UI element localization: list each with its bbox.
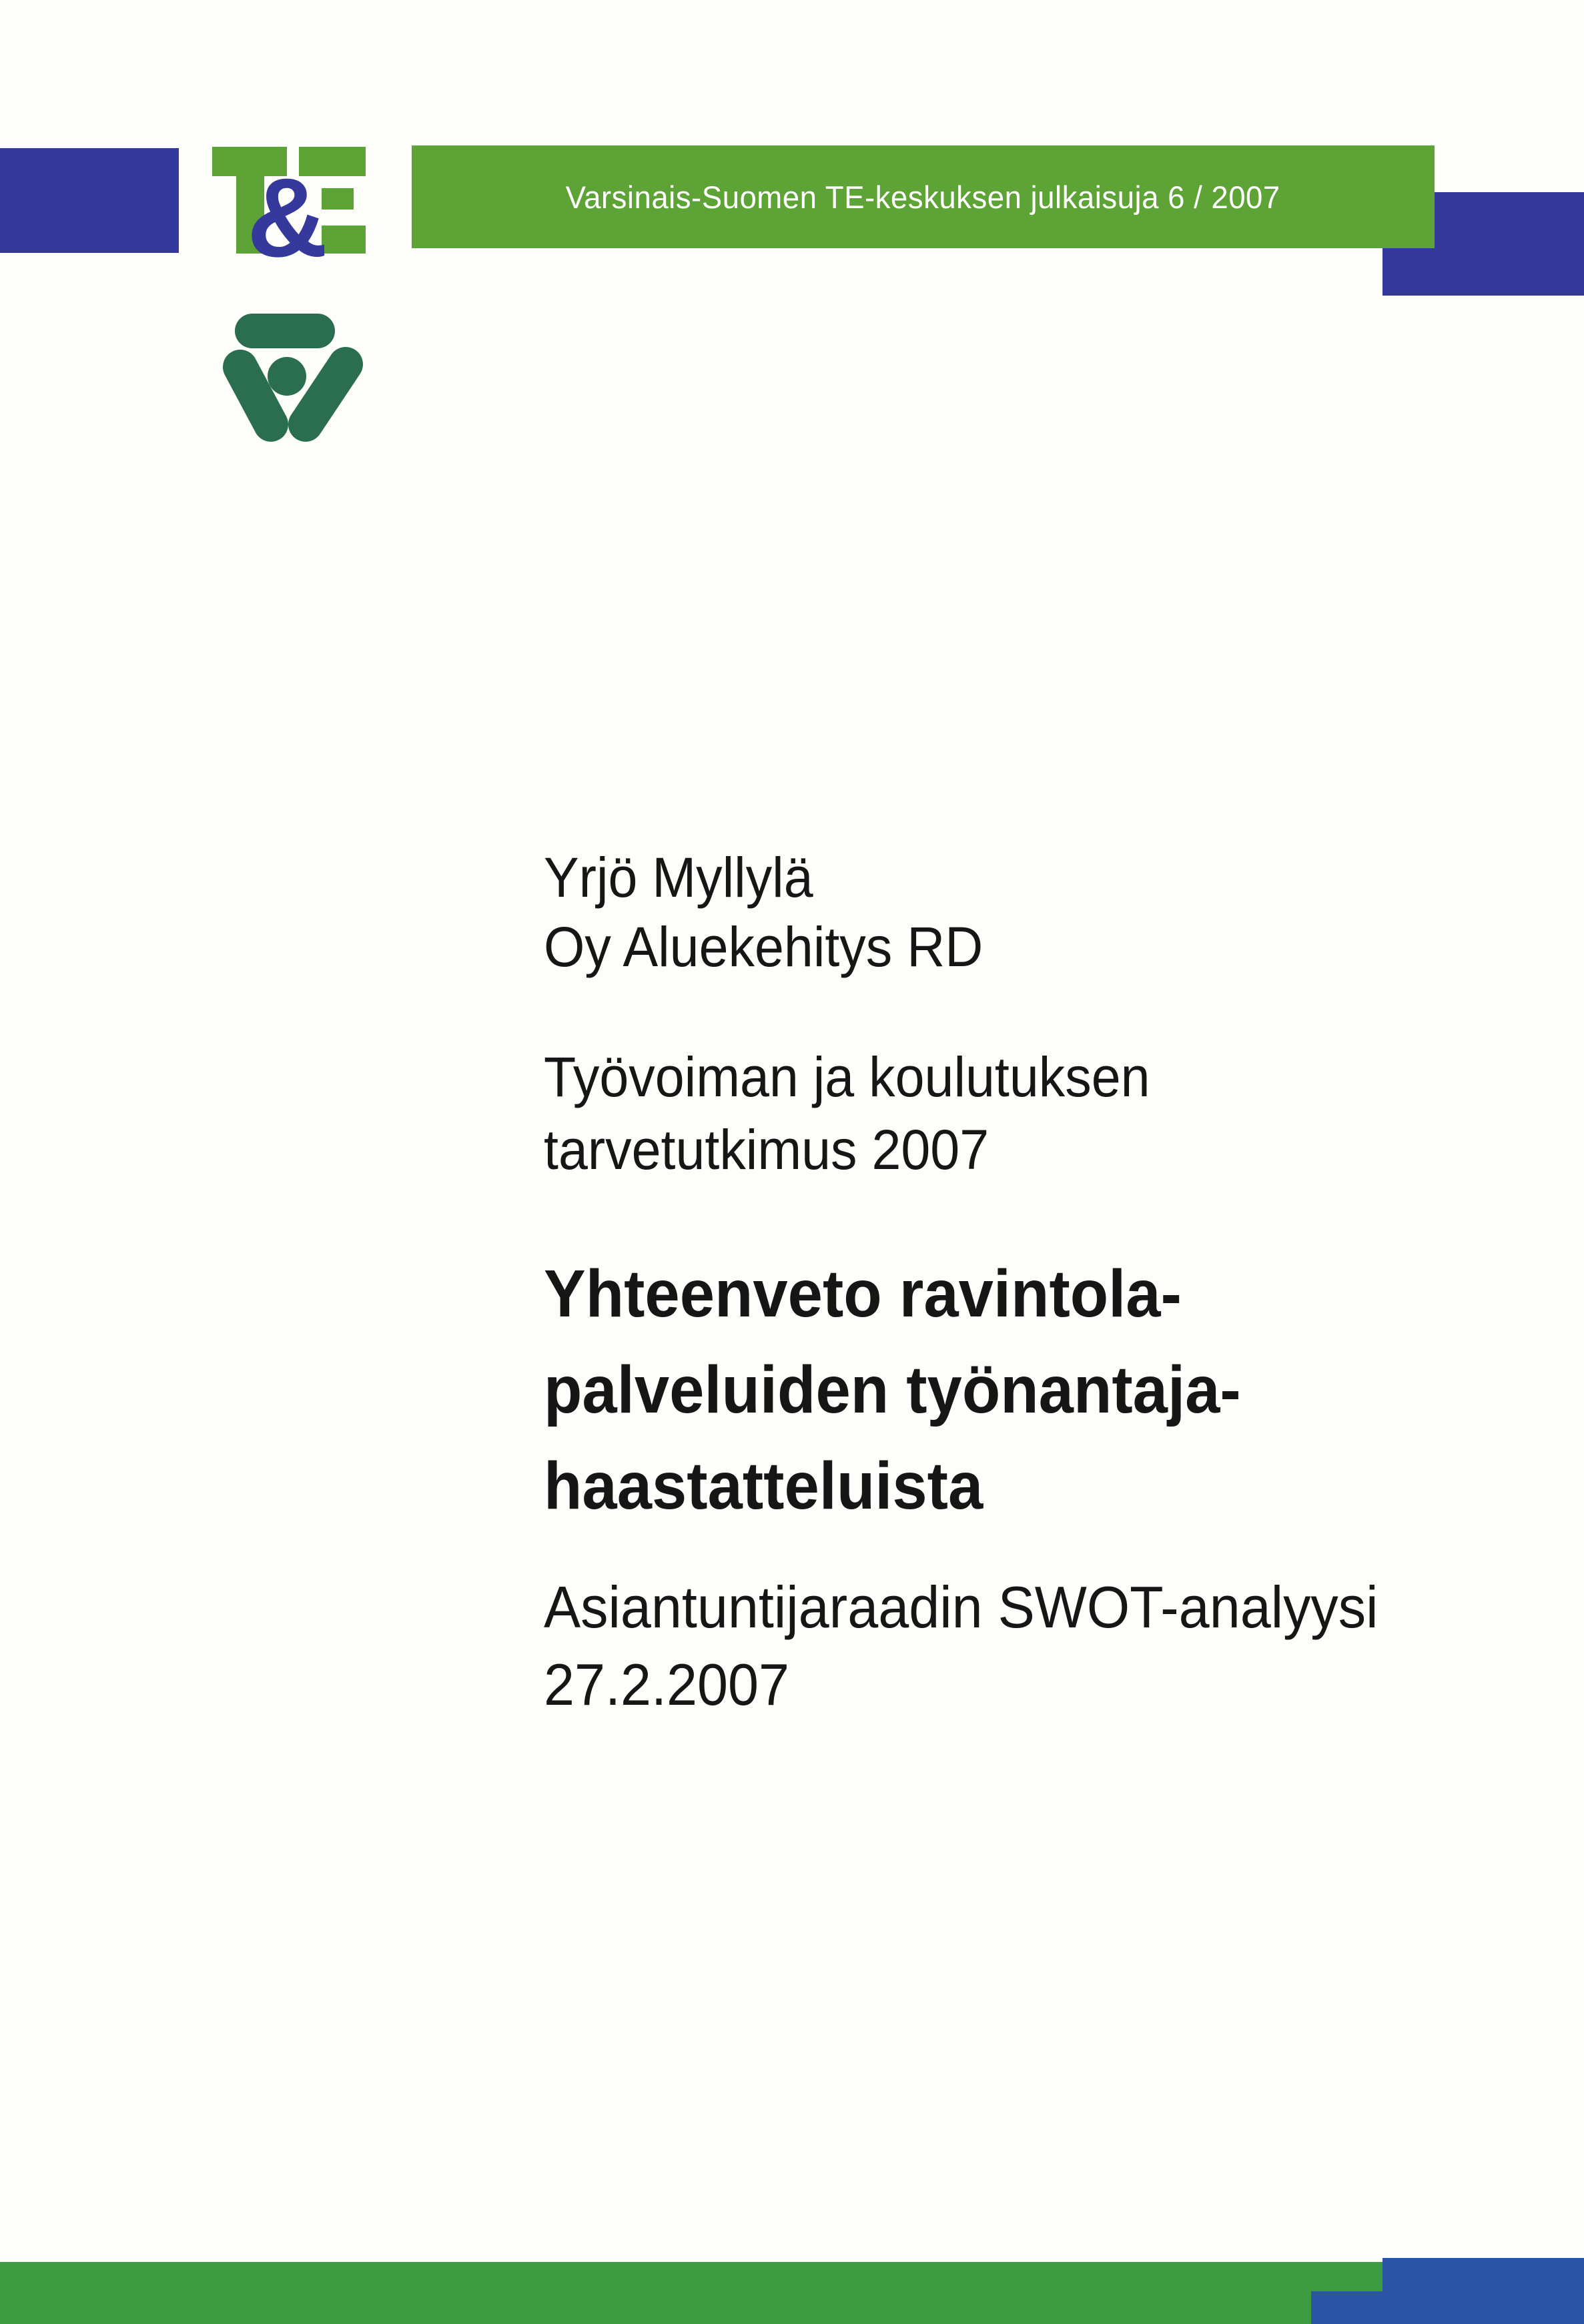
series-line-2: tarvetutkimus 2007	[544, 1118, 989, 1181]
publication-banner-text: Varsinais-Suomen TE-keskuksen julkaisuja 6 / 2007	[565, 179, 1281, 215]
te-keskus-emblem-icon	[219, 306, 374, 460]
bottom-right-blue-rectangle-lower	[1311, 2291, 1584, 2324]
subtitle-line-1: Asiantuntijaraadin SWOT-analyysi	[544, 1574, 1378, 1640]
title-line-1: Yhteenveto ravintola-	[544, 1256, 1182, 1331]
publication-banner	[412, 145, 1435, 248]
series-line-1: Työvoiman ja koulutuksen	[544, 1046, 1150, 1108]
page-title	[544, 1246, 1241, 1534]
subtitle-block	[544, 1569, 1378, 1723]
author-company: Oy Aluekehitys RD	[544, 915, 983, 978]
bottom-right-blue-rectangle-upper	[1382, 2258, 1584, 2291]
subtitle-date: 27.2.2007	[544, 1651, 790, 1717]
author-block	[544, 843, 983, 982]
title-line-2: palveluiden työnantaja-	[544, 1352, 1241, 1427]
top-left-blue-bar	[0, 148, 179, 253]
series-block	[544, 1041, 1150, 1186]
title-line-3: haastatteluista	[544, 1449, 983, 1523]
emblem-center-dot	[268, 357, 306, 396]
author-name: Yrjö Myllylä	[544, 846, 813, 909]
te-logo	[207, 141, 374, 282]
te-logo-ampersand: &	[247, 155, 328, 280]
